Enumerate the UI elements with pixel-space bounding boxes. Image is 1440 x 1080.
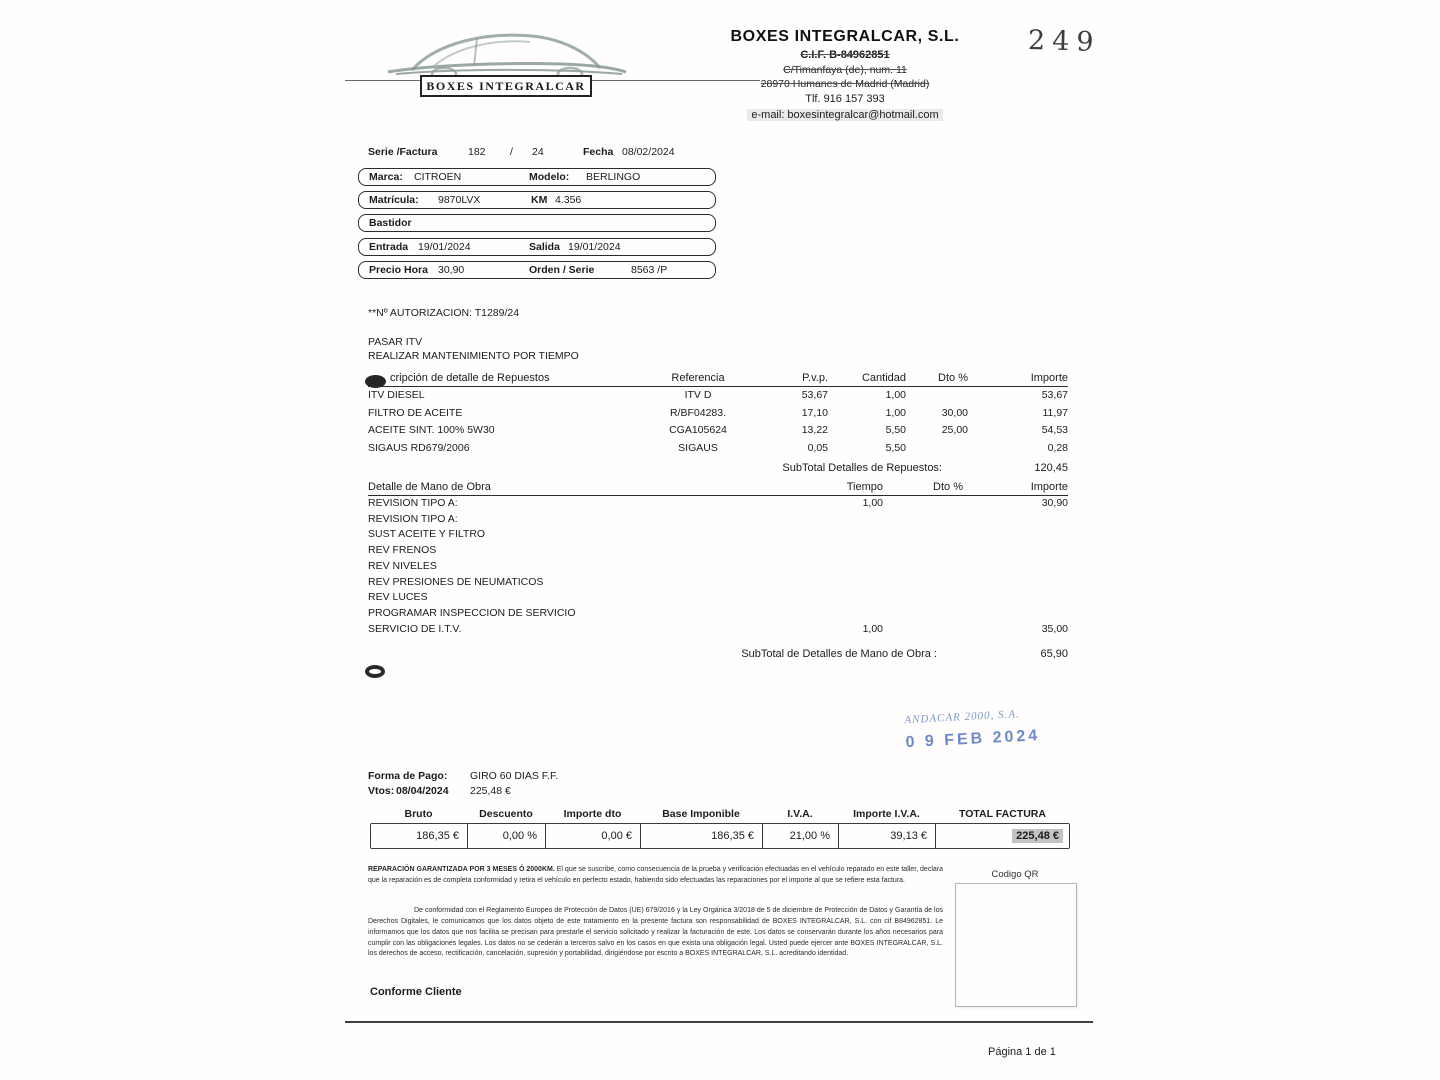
serie-value: 182 [468, 146, 486, 158]
labor-importe [963, 559, 1068, 575]
parts-header-cantidad: Cantidad [861, 372, 906, 384]
parts-header-dto: Dto % [938, 372, 968, 384]
part-reference: SIGAUS [678, 441, 718, 454]
labor-dto [883, 559, 963, 575]
labor-header-detalle: Detalle de Mano de Obra [368, 481, 491, 493]
entrada-salida-box [358, 238, 716, 256]
part-reference: ITV D [684, 389, 712, 401]
parts-row [368, 387, 1068, 405]
labor-row [368, 543, 1068, 559]
parts-subtotal-label: SubTotal Detalles de Repuestos: [782, 462, 942, 474]
labor-tiempo [798, 527, 883, 543]
date-stamp [904, 706, 1066, 752]
serie-label: Serie /Factura [368, 146, 438, 158]
labor-tiempo [798, 512, 883, 528]
labor-row [368, 512, 1068, 528]
forma-pago-label: Forma de Pago: [368, 770, 448, 782]
privacy-fine-print: De conformidad con el Reglamento Europeo de Protección de Datos (UE) 679/2016 y la Ley Orgánica 3/2018 de 5 de diciembre de Protección de Datos y Garantía de los Derechos Digitales, le comunicamos que los datos objeto de este tratamiento en la presente factura son responsabilidad de BOXES INTEGRALCAR, S.L. con cif B84962851. Le informamos que los datos que nos facilita se precisan para prestarle el servicio solicitado y realizar la facturación de este. Los datos se conservarán durante los años necesarios para cumplir con las obligaciones legales. Los datos no se cederán a terceros salvo en los casos en que exista una obligación legal. Usted puede ejercer ante BOXES INTEGRALCAR, S.L. los derechos de acceso, rectificación, cancelación, supresión y portabilidad, dirigiéndose por escrito a BOXES INTEGRALCAR, S.L. acreditando identidad. [368, 907, 943, 958]
bastidor-box [358, 214, 716, 232]
warranty-lead: REPARACIÓN GARANTIZADA POR 3 MESES Ó 2000KM. [368, 866, 555, 873]
totals-header-row [370, 808, 1070, 823]
part-cantidad: 1,00 [885, 406, 906, 419]
scan-artifact-ring [365, 665, 385, 678]
marca-label: Marca: [369, 170, 403, 183]
labor-row [368, 606, 1068, 622]
factura-number: 24 [532, 146, 544, 158]
totals-header-importe-iva: Importe I.V.A. [853, 808, 920, 820]
totals-header-bruto: Bruto [404, 808, 433, 820]
stamp-date-line: 0 9 FEB 2024 [905, 727, 1041, 752]
labor-tiempo [798, 606, 883, 622]
part-dto: 25,00 [941, 424, 968, 436]
modelo-label: Modelo: [529, 170, 570, 183]
totals-base-imponible: 186,35 € [641, 824, 763, 848]
qr-code-label: Codigo QR [991, 869, 1039, 880]
part-importe: 11,97 [1042, 406, 1068, 419]
modelo-value: BERLINGO [586, 170, 641, 183]
labor-description: REV NIVELES [368, 559, 437, 572]
work-note-2: REALIZAR MANTENIMIENTO POR TIEMPO [368, 350, 579, 362]
labor-row [368, 527, 1068, 543]
labor-description: REVISION TIPO A: [368, 512, 458, 525]
qr-code-placeholder [955, 883, 1077, 1007]
labor-description: REV FRENOS [368, 544, 437, 557]
entrada-label: Entrada [369, 240, 409, 253]
labor-tiempo: 1,00 [862, 497, 883, 509]
labor-dto [883, 622, 963, 638]
parts-row [368, 422, 1068, 440]
company-address-line2: 28970 Humanes de Madrid (Madrid) [760, 78, 930, 90]
labor-importe [963, 543, 1068, 559]
totals-total-factura [936, 824, 1071, 848]
fecha-label: Fecha [583, 146, 614, 158]
labor-importe [963, 527, 1068, 543]
company-phone: Tlf. 916 157 393 [805, 93, 885, 105]
labor-header-importe: Importe [1030, 481, 1068, 493]
serie-separator: / [510, 146, 513, 158]
warranty-rest: El que se suscribe, como consecuencia de la prueba y verificación efectuadas en el vehículo reparado en este taller, declara que la reparación es de completa conformidad y retira el vehículo en perfecto estado, habiendo sido efectuadas las reparaciones por el importe al que se refiere esta factura. [368, 866, 943, 884]
parts-table [368, 372, 1068, 478]
part-dto [906, 387, 968, 405]
handwritten-number: 249 [1027, 25, 1101, 58]
part-importe: 54,53 [1041, 424, 1068, 436]
conforme-cliente-label: Conforme Cliente [370, 986, 462, 998]
labor-description: SERVICIO DE I.T.V. [368, 622, 462, 635]
part-description: FILTRO DE ACEITE [368, 406, 463, 419]
matricula-km-box [358, 191, 716, 209]
totals-importe-dto: 0,00 € [546, 824, 641, 848]
company-block [680, 28, 1010, 123]
totals-header-descuento: Descuento [479, 808, 533, 820]
part-pvp: 0,05 [807, 441, 828, 454]
labor-table [368, 481, 1068, 664]
parts-header-descripcion: cripción de detalle de Repuestos [390, 372, 550, 384]
labor-importe: 30,90 [1041, 497, 1068, 509]
marca-value: CITROEN [414, 170, 462, 183]
fecha-value: 08/02/2024 [622, 146, 675, 158]
labor-description: REVISION TIPO A: [368, 497, 458, 509]
parts-subtotal-value: 120,45 [1034, 462, 1068, 474]
salida-label: Salida [529, 240, 560, 253]
totals-header-iva: I.V.A. [787, 808, 813, 820]
labor-dto [883, 575, 963, 591]
orden-serie-label: Orden / Serie [529, 263, 595, 276]
labor-row [368, 590, 1068, 606]
company-name: BOXES INTEGRALCAR, S.L. [730, 28, 960, 45]
labor-tiempo [798, 575, 883, 591]
entrada-value: 19/01/2024 [418, 240, 471, 253]
labor-tiempo [798, 590, 883, 606]
totals-table [370, 808, 1070, 849]
part-pvp: 13,22 [801, 424, 828, 436]
labor-row [368, 622, 1068, 638]
parts-row [368, 440, 1068, 458]
labor-header-tiempo: Tiempo [846, 481, 883, 493]
labor-dto [883, 606, 963, 622]
totals-iva: 21,00 % [763, 824, 839, 848]
company-address-line1: C/Timanfaya (de), num. 11 [783, 63, 907, 76]
part-dto [906, 440, 968, 458]
vtos-date: 08/04/2024 [396, 785, 449, 797]
labor-importe [963, 606, 1068, 622]
labor-row [368, 496, 1068, 512]
labor-header-dto: Dto % [933, 481, 963, 493]
labor-description: SUST ACEITE Y FILTRO [368, 528, 486, 541]
part-cantidad: 5,50 [885, 441, 906, 454]
labor-dto [883, 543, 963, 559]
part-pvp: 53,67 [801, 389, 828, 401]
totals-header-importe-dto: Importe dto [563, 808, 622, 820]
totals-importe-iva: 39,13 € [839, 824, 936, 848]
logo-wordmark: BOXES INTEGRALCAR [420, 75, 592, 97]
labor-tiempo: 1,00 [862, 622, 883, 635]
labor-row [368, 559, 1068, 575]
labor-tiempo [798, 543, 883, 559]
parts-subtotal-row [368, 459, 1068, 478]
labor-importe [963, 590, 1068, 606]
labor-dto [883, 496, 963, 512]
warranty-fine-print [368, 865, 943, 887]
parts-table-header [368, 372, 1068, 387]
part-pvp: 17,10 [801, 406, 828, 419]
labor-tiempo [798, 559, 883, 575]
precio-hora-label: Precio Hora [369, 263, 428, 276]
work-note-1: PASAR ITV [368, 336, 423, 348]
company-cif: C.I.F. B-84962851 [800, 49, 890, 61]
labor-description: REV PRESIONES DE NEUMATICOS [368, 575, 544, 588]
totals-header-total-factura: TOTAL FACTURA [959, 808, 1046, 820]
labor-importe: 35,00 [1041, 622, 1068, 635]
autorizacion-note: **Nº AUTORIZACION: T1289/24 [368, 307, 520, 319]
part-cantidad: 1,00 [885, 389, 906, 401]
labor-subtotal-row [368, 644, 1068, 664]
parts-row [368, 405, 1068, 423]
parts-header-importe: Importe [1030, 372, 1068, 384]
vtos-amount: 225,48 € [470, 785, 511, 797]
precio-orden-box [358, 261, 716, 279]
part-description: SIGAUS RD679/2006 [368, 441, 470, 454]
stamp-company-line: ANDACAR 2000, S.A. [904, 708, 1021, 727]
parts-header-pvp: P.v.p. [802, 372, 828, 384]
labor-subtotal-value: 65,90 [1040, 648, 1068, 661]
company-email: e-mail: boxesintegralcar@hotmail.com [747, 109, 942, 121]
labor-importe [963, 512, 1068, 528]
part-description: ACEITE SINT. 100% 5W30 [368, 424, 495, 436]
parts-header-referencia: Referencia [671, 372, 725, 384]
labor-row [368, 575, 1068, 591]
orden-serie-value: 8563 /P [631, 263, 668, 276]
part-reference: CGA105624 [669, 424, 727, 436]
bastidor-label: Bastidor [369, 216, 412, 229]
part-importe: 0,28 [1047, 441, 1068, 454]
labor-importe [963, 575, 1068, 591]
part-importe: 53,67 [1041, 389, 1068, 401]
labor-subtotal-label: SubTotal de Detalles de Mano de Obra : [741, 648, 937, 661]
totals-bruto: 186,35 € [371, 824, 468, 848]
forma-pago-value: GIRO 60 DIAS F.F. [470, 770, 559, 782]
labor-description: PROGRAMAR INSPECCION DE SERVICIO [368, 606, 576, 619]
salida-value: 19/01/2024 [568, 240, 621, 253]
labor-dto [883, 527, 963, 543]
part-description: ITV DIESEL [368, 389, 425, 401]
labor-description: REV LUCES [368, 591, 428, 604]
part-reference: R/BF04283. [669, 406, 727, 419]
total-factura-highlight: 225,48 € [1012, 829, 1063, 843]
matricula-label: Matrícula: [369, 193, 419, 206]
totals-header-base-imponible: Base Imponible [662, 808, 740, 820]
totals-values-row [370, 823, 1070, 849]
footer-divider [345, 1021, 1093, 1023]
precio-hora-value: 30,90 [438, 263, 465, 276]
labor-table-header [368, 481, 1068, 496]
matricula-value: 9870LVX [438, 193, 481, 206]
page-number: Página 1 de 1 [988, 1046, 1056, 1058]
part-cantidad: 5,50 [885, 424, 906, 436]
km-value: 4.356 [555, 193, 582, 206]
labor-dto [883, 590, 963, 606]
labor-dto [883, 512, 963, 528]
part-dto: 30,00 [941, 406, 968, 419]
vtos-label: Vtos: [368, 785, 395, 797]
marca-modelo-box [358, 168, 716, 186]
totals-descuento: 0,00 % [468, 824, 546, 848]
km-label: KM [531, 193, 548, 206]
